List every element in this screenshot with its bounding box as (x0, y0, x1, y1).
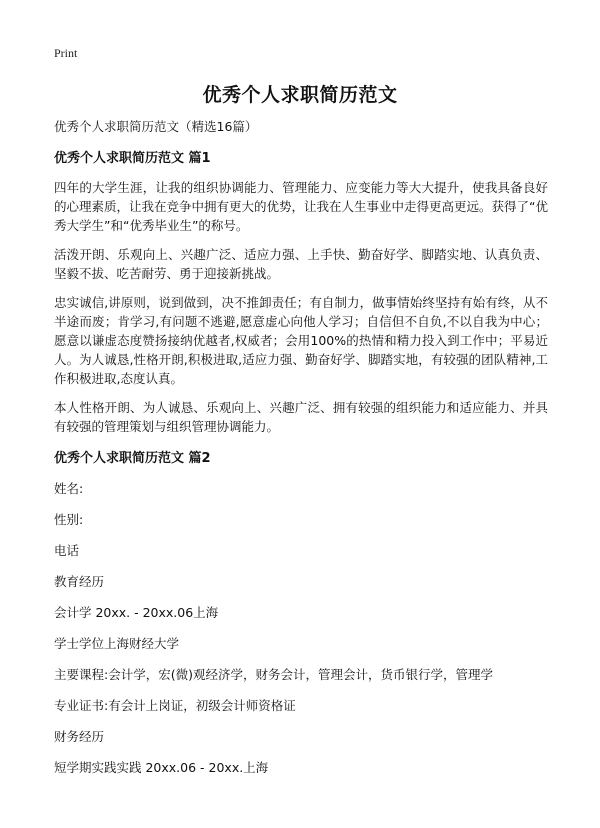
section-heading-1: 优秀个人求职简历范文 篇1 (54, 151, 211, 166)
document-subtitle: 优秀个人求职简历范文（精选16篇） (54, 119, 258, 134)
resume-field-certificates: 专业证书:有会计上岗证，初级会计师资格证 (54, 698, 296, 713)
resume-field-education: 教育经历 (54, 574, 105, 589)
paragraph: 忠实诚信,讲原则，说到做到，决不推卸责任；有自制力，做事情始终坚持有始有终，从不半途而废；肯学习,有问题不逃避,愿意虚心向他人学习；自信但不自负,不以自我为中心；愿意以谦虚态度赞扬接纳优越者,权威者；会用100%的热情和精力投入到工作中；平易近人。为人诚恳,性格开朗,积极进取,适应力强、勤奋好学、脚踏实地，有较强的团队精神,工作积极进取,态度认真。 (54, 295, 548, 386)
resume-field-internship: 短学期实践实践 20xx.06 - 20xx.上海 (54, 760, 269, 775)
print-label: Print (54, 46, 78, 60)
paragraph: 本人性格开朗、为人诚恳、乐观向上、兴趣广泛、拥有较强的组织能力和适应能力、并具有较强的管理策划与组织管理协调能力。 (54, 400, 548, 434)
page-title: 优秀个人求职简历范文 (202, 84, 398, 106)
resume-field-finance-experience: 财务经历 (54, 729, 105, 744)
resume-field-gender: 性别: (54, 512, 84, 527)
resume-field-courses: 主要课程:会计学，宏(微)观经济学，财务会计，管理会计，货币银行学，管理学 (54, 667, 493, 682)
paragraph: 活泼开朗、乐观向上、兴趣广泛、适应力强、上手快、勤奋好学、脚踏实地、认真负责、坚毅不拔、吃苦耐劳、勇于迎接新挑战。 (54, 247, 548, 281)
paragraph: 四年的大学生涯，让我的组织协调能力、管理能力、应变能力等大大提升，使我具备良好的心理素质，让我在竞争中拥有更大的优势，让我在人生事业中走得更高更远。获得了“优秀大学生”和“优秀毕业生”的称号。 (54, 180, 548, 233)
resume-field-degree: 学士学位上海财经大学 (54, 636, 180, 651)
resume-field-major: 会计学 20xx. - 20xx.06上海 (54, 605, 219, 620)
resume-field-phone: 电话 (54, 543, 80, 558)
document-body (54, 118, 548, 790)
resume-field-name: 姓名: (54, 481, 84, 496)
section-heading-2: 优秀个人求职简历范文 篇2 (54, 451, 211, 466)
